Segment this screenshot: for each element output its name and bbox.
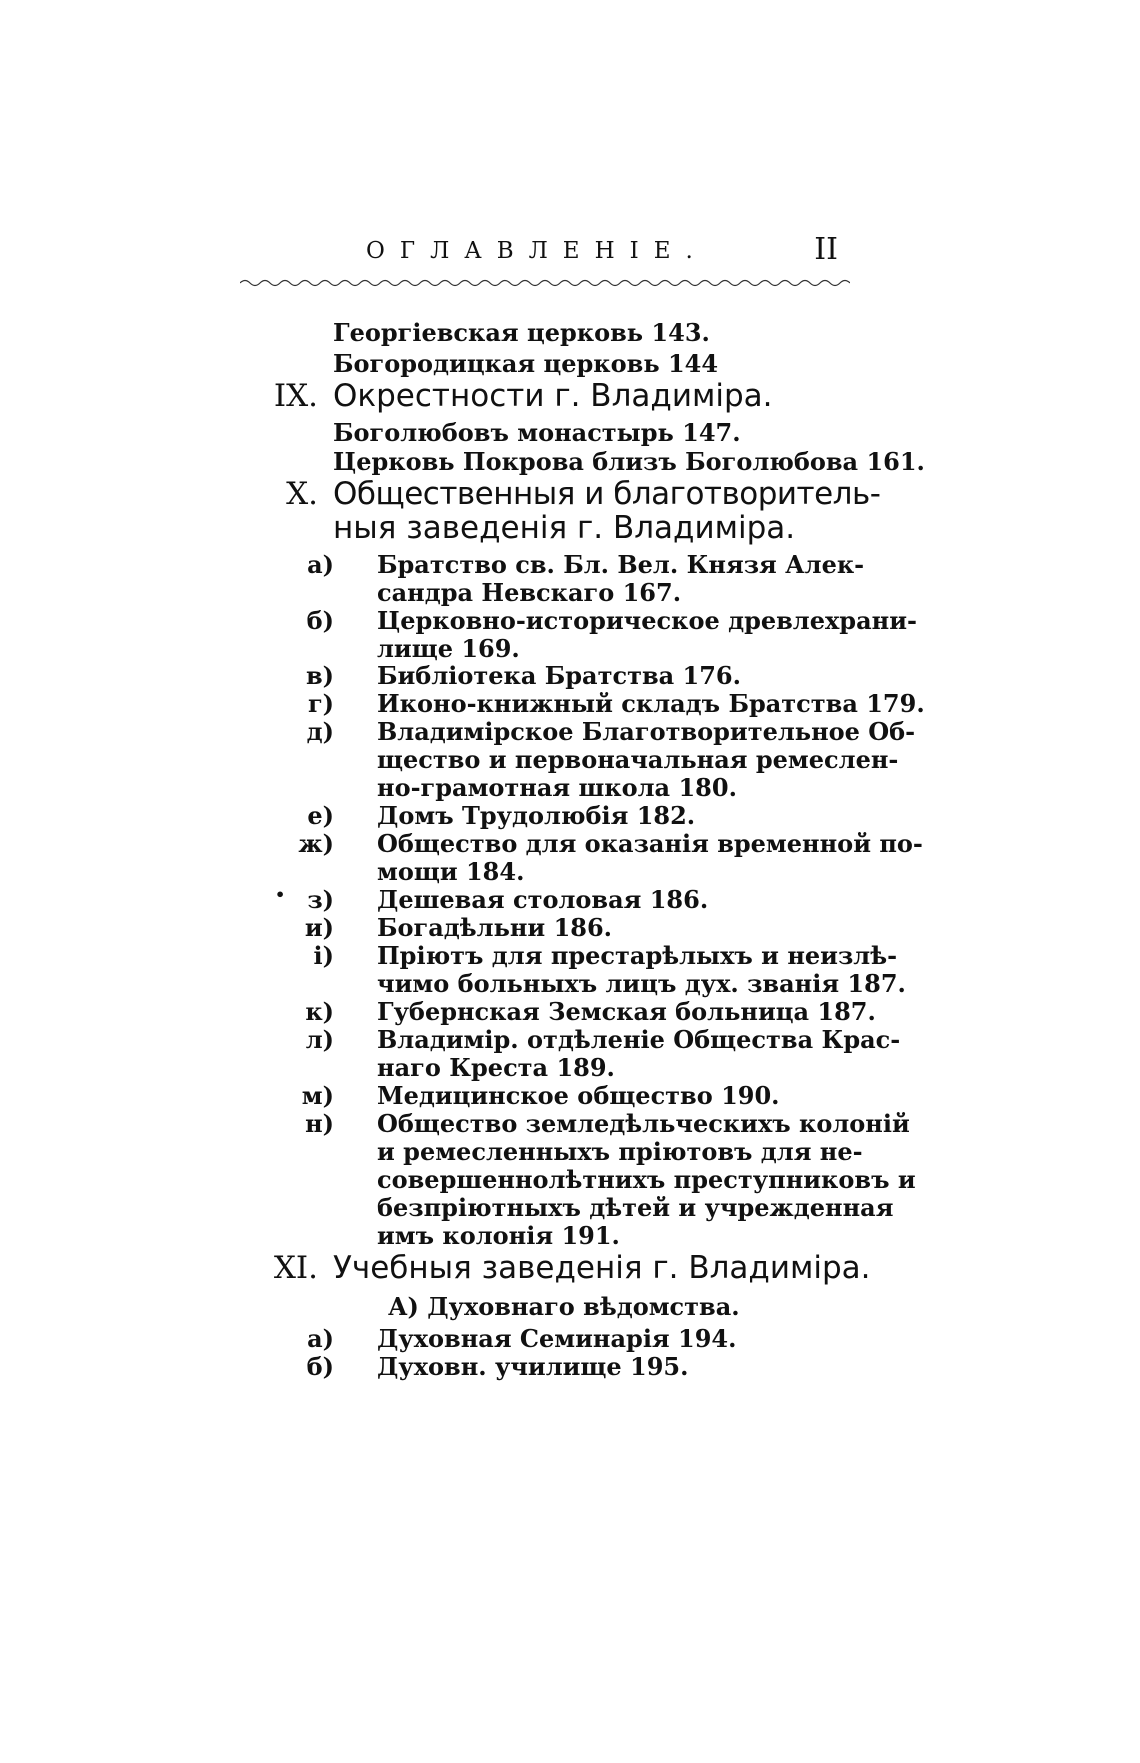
toc-entry: Медицинское общество 190. (377, 1081, 780, 1110)
toc-entry: Дешевая столовая 186. (377, 885, 709, 914)
toc-entry: Общество для оказанія временной по- (377, 829, 923, 858)
toc-entry: Пріютъ для престарѣлыхъ и неизлѣ- (377, 941, 898, 970)
toc-entry: Духовн. училище 195. (377, 1352, 689, 1381)
toc-entry: наго Креста 189. (377, 1053, 615, 1082)
header-title: ОГЛАВЛЕНІЕ. (366, 238, 708, 264)
toc-entry: и ремесленныхъ пріютовъ для не- (377, 1137, 863, 1166)
item-letter: г) (307, 689, 334, 718)
toc-entry: Духовная Семинарія 194. (377, 1324, 737, 1353)
toc-entry: Боголюбовъ монастырь 147. (333, 418, 741, 447)
toc-entry: лище 169. (377, 634, 520, 663)
item-letter: н) (305, 1109, 334, 1138)
page-number: II (814, 232, 838, 267)
toc-entry: Георгіевская церковь 143. (333, 318, 710, 347)
toc-entry: Богадѣльни 186. (377, 913, 613, 942)
item-letter: а) (307, 1324, 334, 1353)
item-letter: і) (313, 941, 334, 970)
toc-entry: Братство св. Бл. Вел. Князя Алек- (377, 550, 865, 579)
section-title: Окрестности г. Владиміра. (333, 378, 773, 414)
toc-entry: Владимір. отдѣленіе Общества Крас- (377, 1025, 901, 1054)
toc-entry: Церковь Покрова близъ Боголюбова 161. (333, 447, 925, 476)
item-letter: ж) (298, 829, 334, 858)
section-number: IX. (273, 378, 318, 414)
item-letter: д) (306, 717, 334, 746)
subsection-title: А) Духовнаго вѣдомства. (388, 1292, 740, 1321)
toc-entry: Богородицкая церковь 144 (333, 349, 719, 378)
toc-entry: Домъ Трудолюбія 182. (377, 801, 696, 830)
item-letter: е) (307, 801, 334, 830)
section-title: Учебныя заведенія г. Владиміра. (333, 1250, 871, 1286)
section-number: X. (286, 476, 318, 512)
toc-entry: щество и первоначальная ремеслен- (377, 745, 899, 774)
toc-entry: имъ колонія 191. (377, 1221, 620, 1250)
margin-mark: • (275, 885, 286, 904)
toc-entry: Владимірское Благотворительное Об- (377, 717, 916, 746)
item-letter: к) (305, 997, 334, 1026)
item-letter: м) (301, 1081, 334, 1110)
item-letter: л) (305, 1025, 334, 1054)
section-title: Общественныя и благотворитель- (333, 476, 881, 512)
toc-entry: чимо больныхъ лицъ дух. званія 187. (377, 969, 906, 998)
item-letter: з) (307, 885, 334, 914)
item-letter: в) (305, 661, 334, 690)
toc-entry: сандра Невскаго 167. (377, 578, 682, 607)
item-letter: б) (306, 606, 334, 635)
item-letter: а) (307, 550, 334, 579)
toc-entry: но-грамотная школа 180. (377, 773, 737, 802)
toc-entry: мощи 184. (377, 857, 525, 886)
item-letter: б) (306, 1352, 334, 1381)
toc-entry: Губернская Земская больница 187. (377, 997, 876, 1026)
toc-entry: совершеннолѣтнихъ преступниковъ и (377, 1165, 916, 1194)
toc-entry: Церковно-историческое древлехрани- (377, 606, 917, 635)
toc-entry: Библіотека Братства 176. (377, 661, 741, 690)
toc-entry: Иконо-книжный складъ Братства 179. (377, 689, 925, 718)
toc-entry: Общество земледѣльческихъ колоній (377, 1109, 910, 1138)
item-letter: и) (304, 913, 334, 942)
toc-entry: безпріютныхъ дѣтей и учрежденная (377, 1193, 894, 1222)
section-number: XI. (273, 1250, 318, 1286)
section-title-cont: ныя заведенія г. Владиміра. (333, 510, 796, 546)
